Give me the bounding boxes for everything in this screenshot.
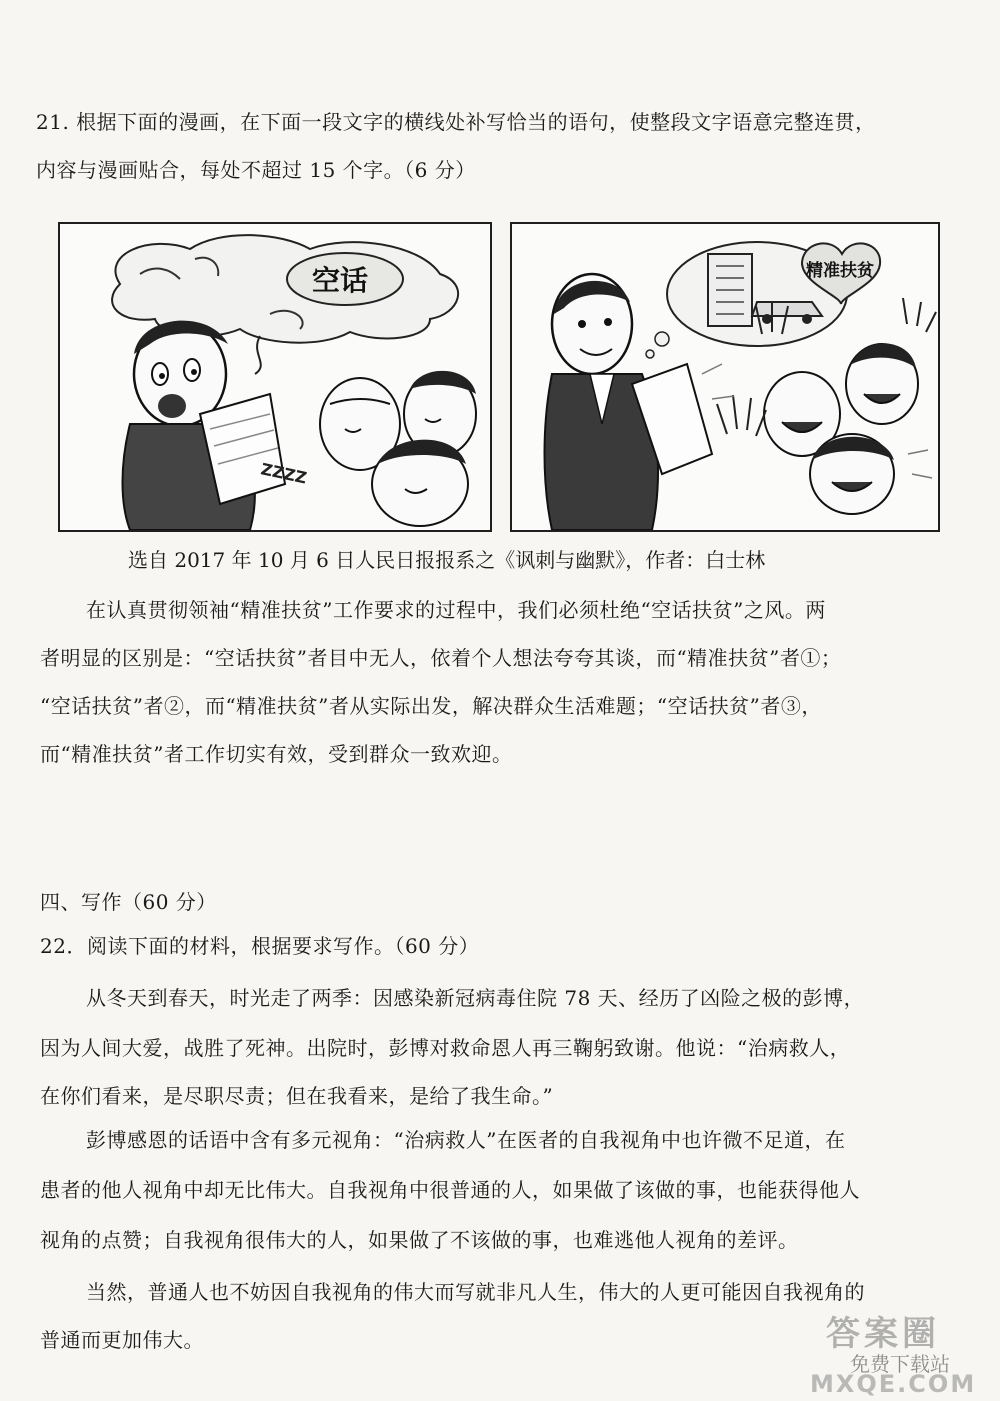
material-line-2: 因为人间大爱，战胜了死神。出院时，彭博对救命恩人再三鞠躬致谢。他说：“治病救人， [40,1036,851,1060]
cartoon-panel-left [58,222,492,532]
right-bubble-text: 精准扶贫 [806,261,874,281]
question-21-line-2: 内容与漫画贴合，每处不超过 15 个字。（6 分） [36,158,476,182]
left-bubble-text: 空话 [312,264,369,297]
watermark-tagline: 免费下载站 [850,1352,950,1376]
material-line-5: 患者的他人视角中却无比伟大。自我视角中很普通的人，如果做了该做的事，也能获得他人 [40,1178,860,1202]
passage-line-2: 者明显的区别是：“空话扶贫”者目中无人，依着个人想法夸夸其谈，而“精准扶贫”者①； [40,646,842,670]
cartoon-precise-poverty-alleviation-illustration [512,224,938,530]
material-line-4: 彭博感恩的话语中含有多元视角：“治病救人”在医者的自我视角中也许微不足道，在 [86,1128,846,1152]
cartoon-caption: 选自 2017 年 10 月 6 日人民日报报系之《讽刺与幽默》，作者：白士林 [128,548,766,572]
cartoon-empty-talk-illustration [60,224,490,530]
material-line-1: 从冬天到春天，时光走了两季：因感染新冠病毒住院 78 天、经历了凶险之极的彭博， [86,986,865,1010]
question-21-line-1: 21. 根据下面的漫画，在下面一段文字的横线处补写恰当的语句，使整段文字语意完整连贯， [36,110,876,134]
watermark-brand: 答案圈 [826,1314,940,1354]
watermark-domain: MXQE.COM [810,1370,977,1398]
section-heading-writing: 四、写作（60 分） [40,890,217,914]
passage-line-3: “空话扶贫”者②，而“精准扶贫”者从实际出发，解决群众生活难题；“空话扶贫”者③， [40,694,822,718]
cartoon-panel-right [510,222,940,532]
question-22-title: 22．阅读下面的材料，根据要求写作。（60 分） [40,934,480,958]
material-line-8: 普通而更加伟大。 [40,1328,204,1352]
snore-text: ZZZZ [259,459,309,488]
material-line-3: 在你们看来，是尽职尽责；但在我看来，是给了我生命。” [40,1084,554,1108]
passage-line-1: 在认真贯彻领袖“精准扶贫”工作要求的过程中，我们必须杜绝“空话扶贫”之风。两 [86,598,826,622]
material-line-7: 当然，普通人也不妨因自我视角的伟大而写就非凡人生，伟大的人更可能因自我视角的 [86,1280,865,1304]
material-line-6: 视角的点赞；自我视角很伟大的人，如果做了不该做的事，也难逃他人视角的差评。 [40,1228,799,1252]
passage-line-4: 而“精准扶贫”者工作切实有效，受到群众一致欢迎。 [40,742,513,766]
site-watermark [780,1296,992,1396]
